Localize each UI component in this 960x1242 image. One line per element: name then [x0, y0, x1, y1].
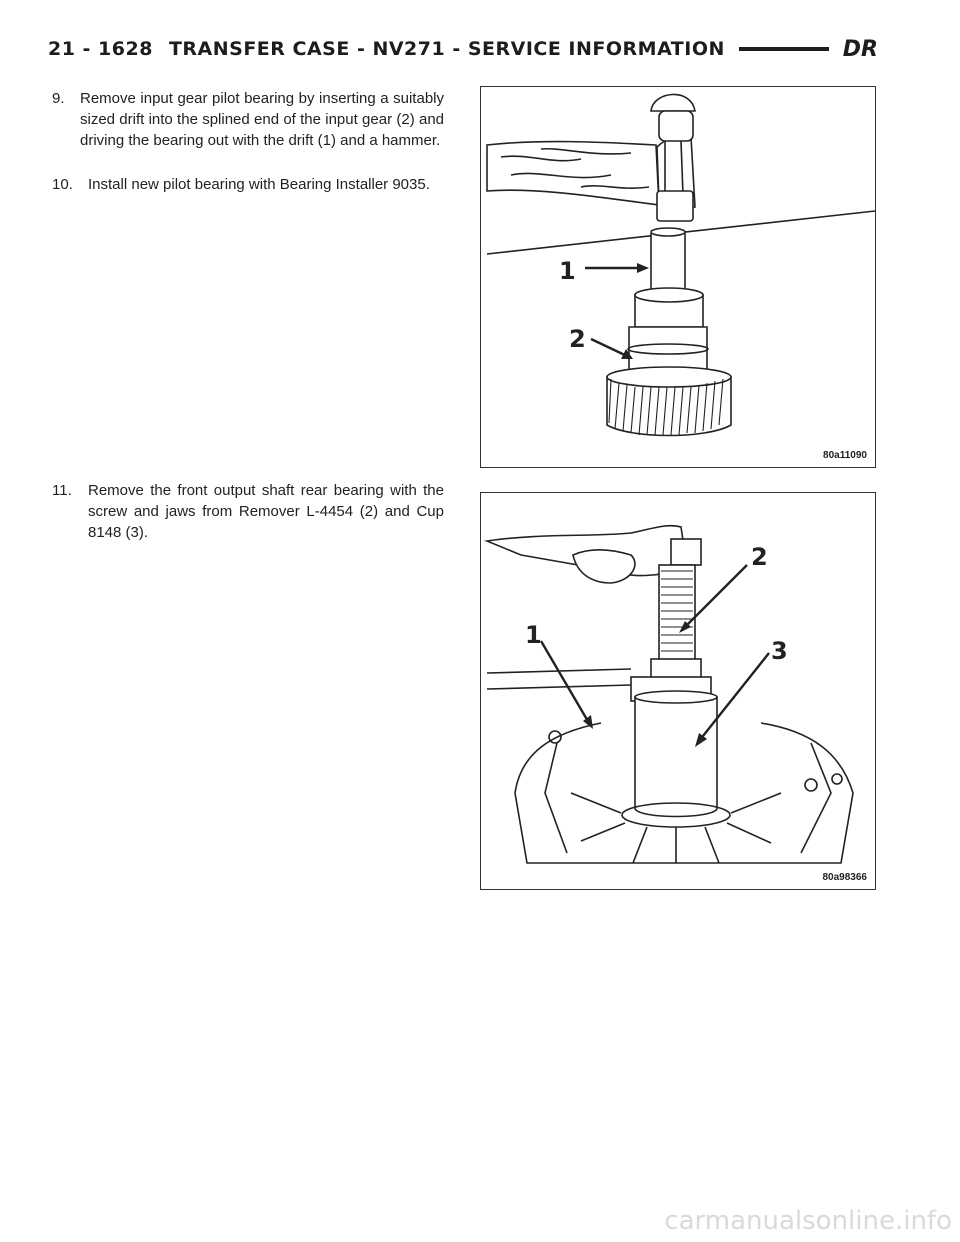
callout-3: 3: [771, 637, 788, 665]
step-9: [52, 88, 444, 151]
step-10: [52, 174, 444, 195]
brand-logo: DR: [842, 36, 878, 62]
callout-2: 2: [569, 325, 586, 353]
step-text: Install new pilot bearing with Bearing Installer 9035.: [88, 176, 430, 193]
figure-rear-bearing-removal: [480, 492, 876, 890]
callout-1: 1: [559, 257, 576, 285]
step-number: 11.: [52, 482, 72, 499]
watermark: carmanualsonline.info: [664, 1206, 952, 1236]
step-number: 9.: [52, 90, 65, 107]
callout-2: 2: [751, 543, 768, 571]
callout-1: 1: [525, 621, 542, 649]
figure-code: 80a98366: [822, 872, 867, 883]
step-text: Remove input gear pilot bearing by inserting a suitably sized drift into the splined end of the input gear (2) and driving the bearing out with the drift (1) and a hammer.: [80, 90, 444, 149]
figure-pilot-bearing-removal: [480, 86, 876, 468]
step-text: Remove the front output shaft rear bearing with the screw and jaws from Remover L-4454 (2) and Cup 8148 (3).: [88, 482, 444, 541]
step-number: 10.: [52, 176, 73, 193]
header-rule: [739, 47, 829, 51]
figure-code: 80a11090: [823, 450, 867, 461]
page-header: [48, 34, 878, 64]
illustration-hammer-drift: [481, 87, 875, 467]
section-title: TRANSFER CASE - NV271 - SERVICE INFORMATION: [168, 38, 725, 60]
step-11: [52, 480, 444, 543]
illustration-bearing-remover: [481, 493, 875, 889]
page-reference: 21 - 1628: [48, 38, 153, 60]
